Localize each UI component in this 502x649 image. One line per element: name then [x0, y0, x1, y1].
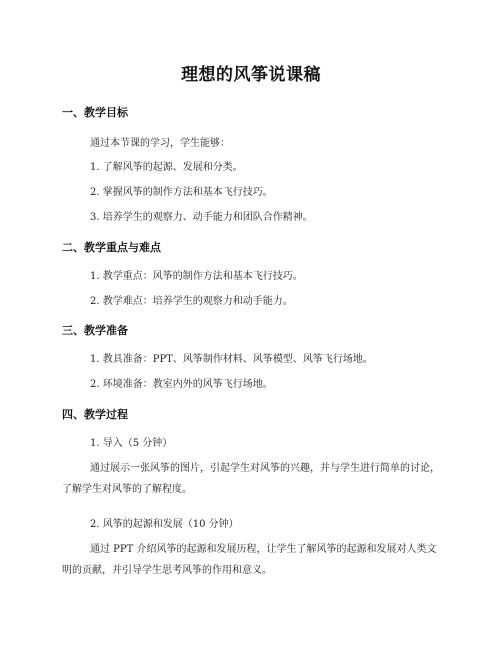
process-paragraph-2: 通过 PPT 介绍风筝的起源和发展历程，让学生了解风筝的起源和发展对人类文明的贡献，并引导学生思考风筝的作用和意义。 [62, 544, 437, 576]
process-step-2: 2. 风筝的起源和发展（10 分钟） [90, 519, 239, 530]
objectives-item-2: 2. 掌握风筝的制作方法和基本飞行技巧。 [90, 187, 273, 198]
section-heading-process: 四、教学过程 [62, 408, 128, 421]
section-heading-focus: 二、教学重点与难点 [62, 241, 161, 254]
process-paragraph-1: 通过展示一张风筝的图片，引起学生对风筝的兴趣，并与学生进行简单的讨论，了解学生对风筝的了解程度。 [62, 463, 440, 495]
objectives-intro: 通过本节课的学习，学生能够： [90, 138, 230, 149]
section-heading-objectives: 一、教学目标 [62, 106, 128, 119]
preparation-item-2: 2. 环境准备：教室内外的风筝飞行场地。 [90, 379, 273, 390]
focus-item-1: 1. 教学重点：风筝的制作方法和基本飞行技巧。 [90, 271, 303, 282]
focus-item-2: 2. 教学难点：培养学生的观察力和动手能力。 [90, 296, 293, 307]
objectives-item-3: 3. 培养学生的观察力、动手能力和团队合作精神。 [90, 212, 313, 223]
process-step-1: 1. 导入（5 分钟） [90, 438, 173, 449]
section-heading-preparation: 三、教学准备 [62, 324, 128, 337]
preparation-item-1: 1. 教具准备：PPT、风筝制作材料、风筝模型、风筝飞行场地。 [90, 354, 373, 365]
objectives-item-1: 1. 了解风筝的起源、发展和分类。 [90, 162, 243, 173]
document-title: 理想的风筝说课稿 [181, 65, 321, 85]
